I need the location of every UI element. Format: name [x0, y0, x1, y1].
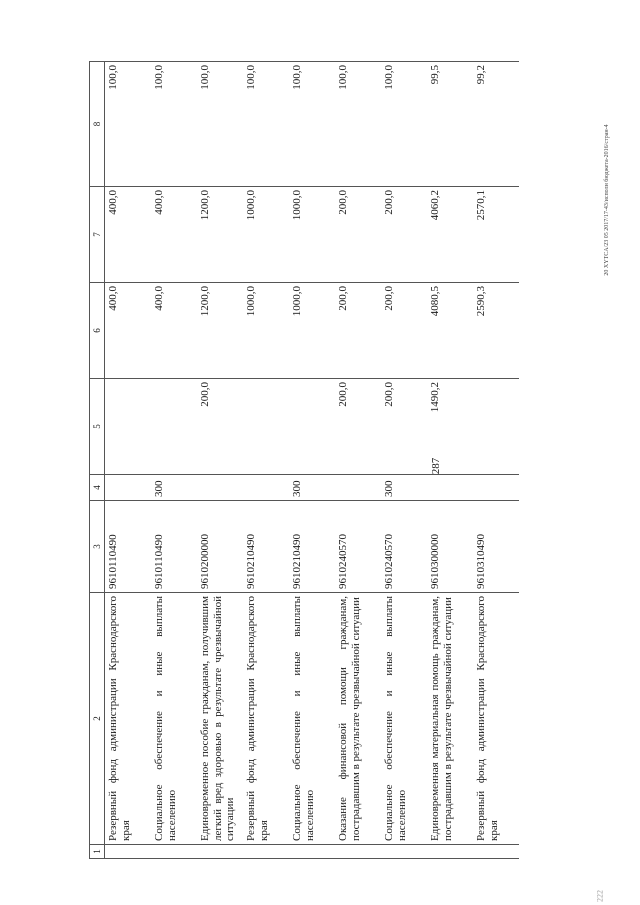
cell-index	[197, 845, 243, 859]
cell-col5	[243, 379, 289, 475]
cell-col6: 2590,3	[473, 283, 519, 379]
cell-col7: 2570,1	[473, 187, 519, 283]
table-row	[289, 62, 335, 859]
cell-expense-type: 300	[381, 475, 427, 501]
cell-expense-type: 300	[289, 475, 335, 501]
cell-col5: 200,0	[381, 379, 427, 475]
cell-index	[427, 845, 473, 859]
cell-index	[335, 845, 381, 859]
cell-col5: 200,0	[335, 379, 381, 475]
table-row	[381, 62, 427, 859]
cell-col8: 100,0	[105, 62, 152, 187]
cell-index	[289, 845, 335, 859]
cell-name: Оказание финансовой помощи гражданам, пострадавшим в результате чрезвычайной ситуации	[335, 593, 381, 845]
cell-col7: 1200,0	[197, 187, 243, 283]
cell-col8: 99,2	[473, 62, 519, 187]
cell-expense-type: 300	[151, 475, 197, 501]
cell-col8: 100,0	[289, 62, 335, 187]
cell-target-code: 9610210490	[289, 501, 335, 593]
table-header-row	[90, 62, 105, 859]
column-header: 4	[90, 475, 105, 501]
cell-name: Единовременное пособие гражданам, получившим легкий вред здоровью в результате чрезвычайной ситуации	[197, 593, 243, 845]
cell-col5: 1490,2	[427, 379, 473, 475]
cell-target-code: 9610110490	[151, 501, 197, 593]
cell-col8: 100,0	[381, 62, 427, 187]
cell-col5	[105, 379, 152, 475]
cell-expense-type	[243, 475, 289, 501]
table-row	[105, 62, 152, 859]
cell-index	[381, 845, 427, 859]
cell-col6: 1000,0	[289, 283, 335, 379]
budget-table	[89, 61, 519, 859]
column-header: 6	[90, 283, 105, 379]
cell-col6: 200,0	[381, 283, 427, 379]
table-row	[473, 62, 519, 859]
cell-col6: 1200,0	[197, 283, 243, 379]
table-container	[89, 62, 579, 859]
cell-target-code: 9610240570	[381, 501, 427, 593]
cell-col6: 4080,5	[427, 283, 473, 379]
cell-index	[473, 845, 519, 859]
cell-name: Резервный фонд администрации Краснодарского края	[243, 593, 289, 845]
cell-col7: 1000,0	[243, 187, 289, 283]
cell-col7: 400,0	[151, 187, 197, 283]
cell-index	[243, 845, 289, 859]
cell-name: Резервный фонд администрации Краснодарского края	[473, 593, 519, 845]
cell-name: Резервный фонд администрации Краснодарского края	[105, 593, 152, 845]
cell-target-code: 9610240570	[335, 501, 381, 593]
cell-col6: 1000,0	[243, 283, 289, 379]
table-row	[243, 62, 289, 859]
column-header: 1	[90, 845, 105, 859]
cell-col7: 200,0	[335, 187, 381, 283]
cell-name: Социальное обеспечение и иные выплаты населению	[151, 593, 197, 845]
cell-col8: 100,0	[197, 62, 243, 187]
cell-col8: 100,0	[243, 62, 289, 187]
table-rotation-frame	[89, 62, 579, 859]
column-header: 8	[90, 62, 105, 187]
cell-col6: 400,0	[151, 283, 197, 379]
cell-col7: 4060,2	[427, 187, 473, 283]
cell-col5	[473, 379, 519, 475]
cell-target-code: 9610200000	[197, 501, 243, 593]
cell-target-code: 9610210490	[243, 501, 289, 593]
cell-col7: 1000,0	[289, 187, 335, 283]
cell-col8: 99,5	[427, 62, 473, 187]
table-row	[197, 62, 243, 859]
cell-expense-type	[427, 475, 473, 501]
column-header: 3	[90, 501, 105, 593]
cell-expense-type	[473, 475, 519, 501]
cell-col7: 400,0	[105, 187, 152, 283]
cell-index	[105, 845, 152, 859]
column-header: 7	[90, 187, 105, 283]
cell-col5	[151, 379, 197, 475]
cell-col6: 400,0	[105, 283, 152, 379]
corner-mark: 222	[595, 890, 605, 902]
cell-name: Социальное обеспечение и иные выплаты населению	[289, 593, 335, 845]
table-row	[151, 62, 197, 859]
table-body	[105, 62, 520, 859]
page-number: 287	[430, 457, 442, 475]
table-row	[427, 62, 473, 859]
cell-expense-type	[335, 475, 381, 501]
cell-col8: 100,0	[335, 62, 381, 187]
cell-col7: 200,0	[381, 187, 427, 283]
cell-target-code: 9610300000	[427, 501, 473, 593]
cell-expense-type	[197, 475, 243, 501]
cell-index	[151, 845, 197, 859]
cell-expense-type	[105, 475, 152, 501]
cell-col8: 100,0	[151, 62, 197, 187]
table-row	[335, 62, 381, 859]
column-header: 2	[90, 593, 105, 845]
cell-col5	[289, 379, 335, 475]
cell-name: Единовременная материальная помощь гражданам, пострадавшим в результате чрезвычайной ситуации	[427, 593, 473, 845]
footer-file-path: 20 XYTCA/23 05 2017/17-43/исполн бюджета-2016/стран-4	[604, 124, 610, 276]
cell-target-code: 9610110490	[105, 501, 152, 593]
cell-target-code: 9610310490	[473, 501, 519, 593]
cell-name: Социальное обеспечение и иные выплаты населению	[381, 593, 427, 845]
cell-col6: 200,0	[335, 283, 381, 379]
cell-col5: 200,0	[197, 379, 243, 475]
column-header: 5	[90, 379, 105, 475]
